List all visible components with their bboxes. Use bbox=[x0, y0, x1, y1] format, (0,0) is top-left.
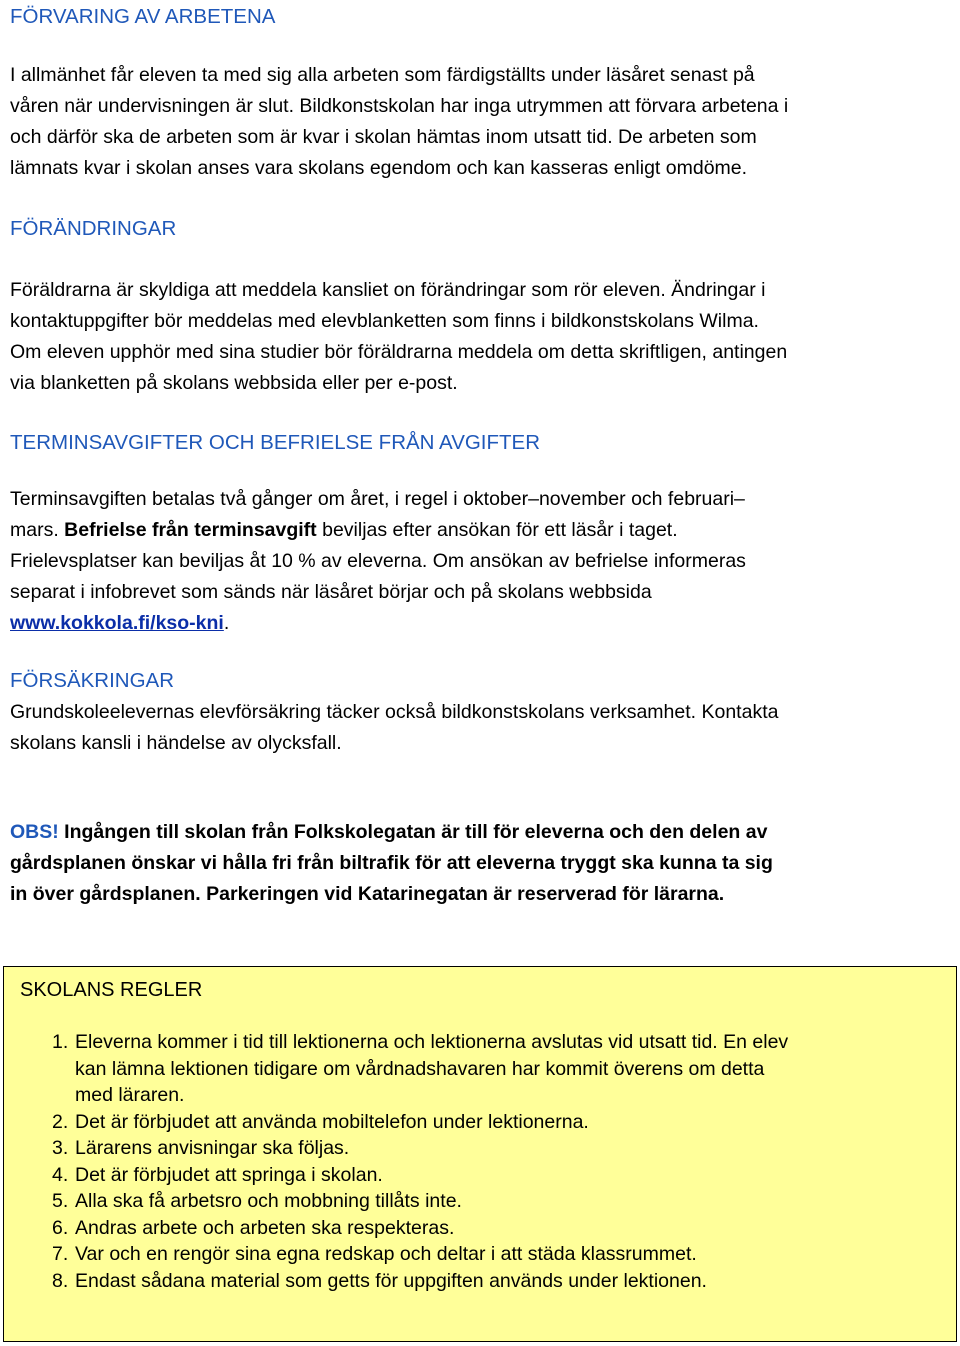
rule-number: 8. bbox=[52, 1269, 69, 1292]
changes-line: kontaktuppgifter bör meddelas med elevblanketten som finns i bildkonstskolans Wilma. bbox=[10, 310, 759, 332]
obs-line bbox=[10, 817, 773, 848]
rule-line: Eleverna kommer i tid till lektionerna och lektionerna avslutas vid utsatt tid. En elev bbox=[75, 1031, 789, 1053]
rule-text: Var och en rengör sina egna redskap och deltar i att städa klassrummet. bbox=[75, 1243, 697, 1265]
fees-link-line bbox=[10, 608, 950, 639]
fees-line bbox=[10, 515, 950, 546]
rule-item bbox=[20, 1162, 940, 1189]
rule-line: kan lämna lektionen tidigare om vårdnadshavaren har kommit överens om detta bbox=[75, 1057, 765, 1080]
fee-exemption-term: Befrielse från terminsavgift bbox=[64, 519, 317, 541]
rule-number: 7. bbox=[52, 1243, 69, 1265]
rule-number: 2. bbox=[52, 1110, 69, 1133]
rule-text: Det är förbjudet att använda mobiltelefon under lektionerna. bbox=[75, 1110, 589, 1133]
obs-line1-text: Ingången till skolan från Folkskolegatan är till för eleverna och den delen av bbox=[58, 821, 768, 843]
rule-item bbox=[20, 1241, 940, 1268]
heading-insurance: FÖRSÄKRINGAR bbox=[10, 669, 175, 692]
insurance-line: skolans kansli i händelse av olycksfall. bbox=[10, 732, 342, 754]
rule-line: med läraren. bbox=[75, 1084, 185, 1106]
storage-line: I allmänhet får eleven ta med sig alla arbeten som färdigställts under läsåret senast på bbox=[10, 64, 755, 86]
rule-text: Det är förbjudet att springa i skolan. bbox=[75, 1163, 383, 1186]
heading-changes: FÖRÄNDRINGAR bbox=[10, 217, 177, 240]
obs-line: in över gårdsplanen. Parkeringen vid Katarinegatan är reserverad för lärarna. bbox=[10, 883, 725, 905]
changes-line: Föräldrarna är skyldiga att meddela kansliet on förändringar som rör eleven. Ändringar i bbox=[10, 279, 766, 301]
rule-text: Andras arbete och arbeten ska respekteras. bbox=[75, 1216, 455, 1239]
rule-text: Endast sådana material som getts för uppgiften används under lektionen. bbox=[75, 1269, 707, 1292]
rule-item bbox=[20, 1268, 940, 1295]
fees-line2-end: beviljas efter ansökan för ett läsår i taget. bbox=[316, 519, 678, 541]
rules-title: SKOLANS REGLER bbox=[20, 979, 203, 1001]
fees-line: Frielevsplatser kan beviljas åt 10 % av eleverna. Om ansökan av befrielse informeras bbox=[10, 550, 746, 572]
rule-item bbox=[20, 1215, 940, 1242]
fees-line: separat i infobrevet som sänds när läsåret börjar och på skolans webbsida bbox=[10, 581, 652, 603]
obs-line: gårdsplanen önskar vi hålla fri från biltrafik för att eleverna tryggt ska kunna ta sig bbox=[10, 852, 773, 874]
rule-item bbox=[20, 1029, 940, 1109]
obs-label: OBS! bbox=[10, 821, 59, 843]
rule-number: 4. bbox=[52, 1163, 69, 1186]
school-website-link[interactable]: www.kokkola.fi/kso-kni bbox=[10, 612, 224, 634]
rule-item bbox=[20, 1188, 940, 1215]
changes-line: via blanketten på skolans webbsida eller per e-post. bbox=[10, 372, 458, 394]
changes-paragraph bbox=[10, 275, 787, 399]
storage-line: lämnats kvar i skolan anses vara skolans egendom och kan kasseras enligt omdöme. bbox=[10, 157, 748, 179]
rule-number: 5. bbox=[52, 1190, 69, 1212]
changes-line: Om eleven upphör med sina studier bör föräldrarna meddela om detta skriftligen, antingen bbox=[10, 341, 788, 363]
heading-storage: FÖRVARING AV ARBETENA bbox=[10, 5, 276, 28]
rule-number: 3. bbox=[52, 1137, 69, 1159]
storage-paragraph bbox=[10, 60, 788, 184]
fees-paragraph bbox=[10, 484, 950, 639]
rule-item bbox=[20, 1109, 940, 1136]
obs-notice bbox=[10, 817, 773, 910]
rule-item bbox=[20, 1135, 940, 1162]
storage-line: och därför ska de arbeten som är kvar i skolan hämtas inom utsatt tid. De arbeten som bbox=[10, 126, 757, 148]
rules-list bbox=[20, 1029, 940, 1294]
rule-text: Lärarens anvisningar ska följas. bbox=[75, 1137, 350, 1159]
fees-line2-start: mars. bbox=[10, 519, 65, 541]
rule-text bbox=[75, 1029, 940, 1109]
fees-line: Terminsavgiften betalas två gånger om året, i regel i oktober–november och februari– bbox=[10, 488, 745, 510]
link-suffix: . bbox=[223, 612, 230, 634]
rule-number: 1. bbox=[52, 1031, 69, 1053]
storage-line: våren när undervisningen är slut. Bildkonstskolan har inga utrymmen att förvara arbetena i bbox=[10, 95, 789, 117]
school-rules-box bbox=[3, 966, 957, 1342]
insurance-line: Grundskoleelevernas elevförsäkring täcker också bildkonstskolans verksamhet. Kontakta bbox=[10, 701, 779, 723]
insurance-paragraph bbox=[10, 697, 778, 759]
rule-text: Alla ska få arbetsro och mobbning tillåts inte. bbox=[75, 1190, 462, 1212]
rule-number: 6. bbox=[52, 1216, 69, 1239]
heading-fees: TERMINSAVGIFTER OCH BEFRIELSE FRÅN AVGIFTER bbox=[10, 431, 541, 454]
